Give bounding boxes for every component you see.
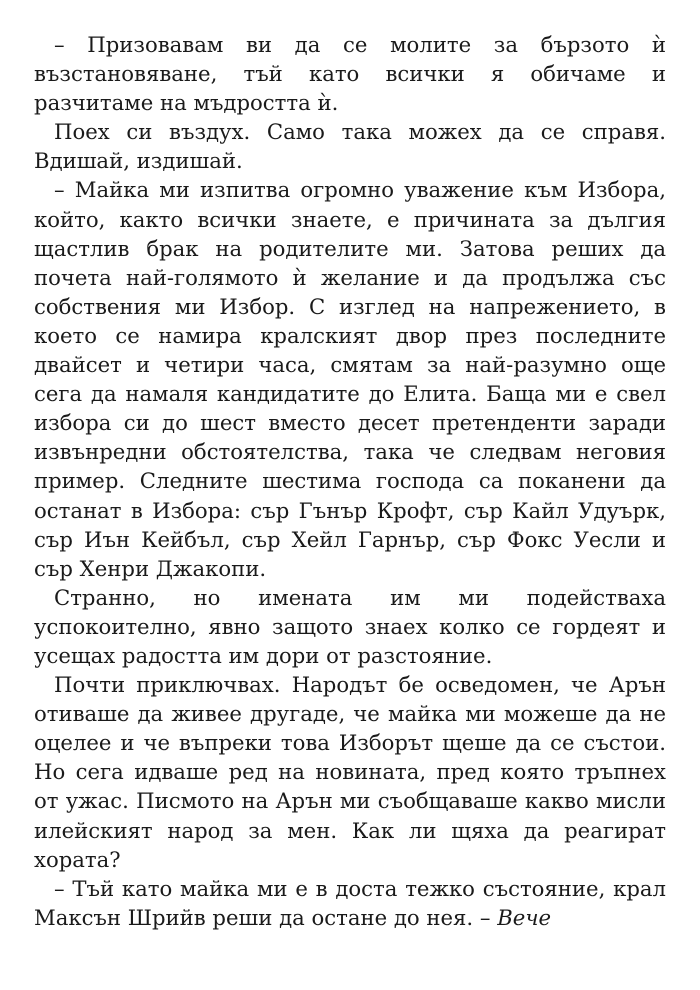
paragraph: – Майка ми изпитва огромно уважение към Избора, който, както всички знаете, е причината за дългия щастлив брак на родителите ми. Затова реших да почета най-голямото ѝ желание и да продължа със собствения ми Избор. С изглед на напрежението, в което се намира кралският двор през последните двайсет и четири часа, смятам за най-разумно още сега да намаля кандидатите до Елита. Баща ми е свел избора си до шест вместо десет претенденти заради извънредни обстоятелства, така че следвам неговия пример. Следните шестима господа са поканени да останат в Избора: сър Гънър Крофт, сър Кайл Удуърк, сър Иън Кейбъл, сър Хейл Гарнър, сър Фокс Уесли и сър Хенри Джакопи.: [34, 177, 666, 581]
paragraph: [34, 874, 666, 932]
paragraph: Почти приключвах. Народът бе осведомен, че Арън отиваше да живее другаде, че майка ми можеше да не оцелее и че въпреки това Изборът щеше да се състои. Но сега идваше ред на новината, пред която тръпнех от ужас. Писмото на Арън ми съобщаваше какво мисли илейският народ за мен. Как ли щяха да реагират хората?: [34, 672, 666, 872]
italic-word: Вече: [497, 904, 552, 930]
paragraph: – Призовавам ви да се молите за бързото ѝ възстановяване, тъй като всички я обичаме и разчитаме на мъдростта ѝ.: [34, 32, 666, 116]
book-page: [34, 30, 666, 932]
paragraph: Странно, но имената им ми подействаха успокоително, явно защото знаех колко се гордеят и усещах радостта им дори от разстояние.: [34, 584, 666, 668]
paragraph-text: – Тъй като майка ми е в доста тежко състояние, крал Максън Шрийв реши да остане до нея. –: [34, 875, 666, 930]
paragraph: Поех си въздух. Само така можех да се справя. Вдишай, издишай.: [34, 119, 666, 174]
